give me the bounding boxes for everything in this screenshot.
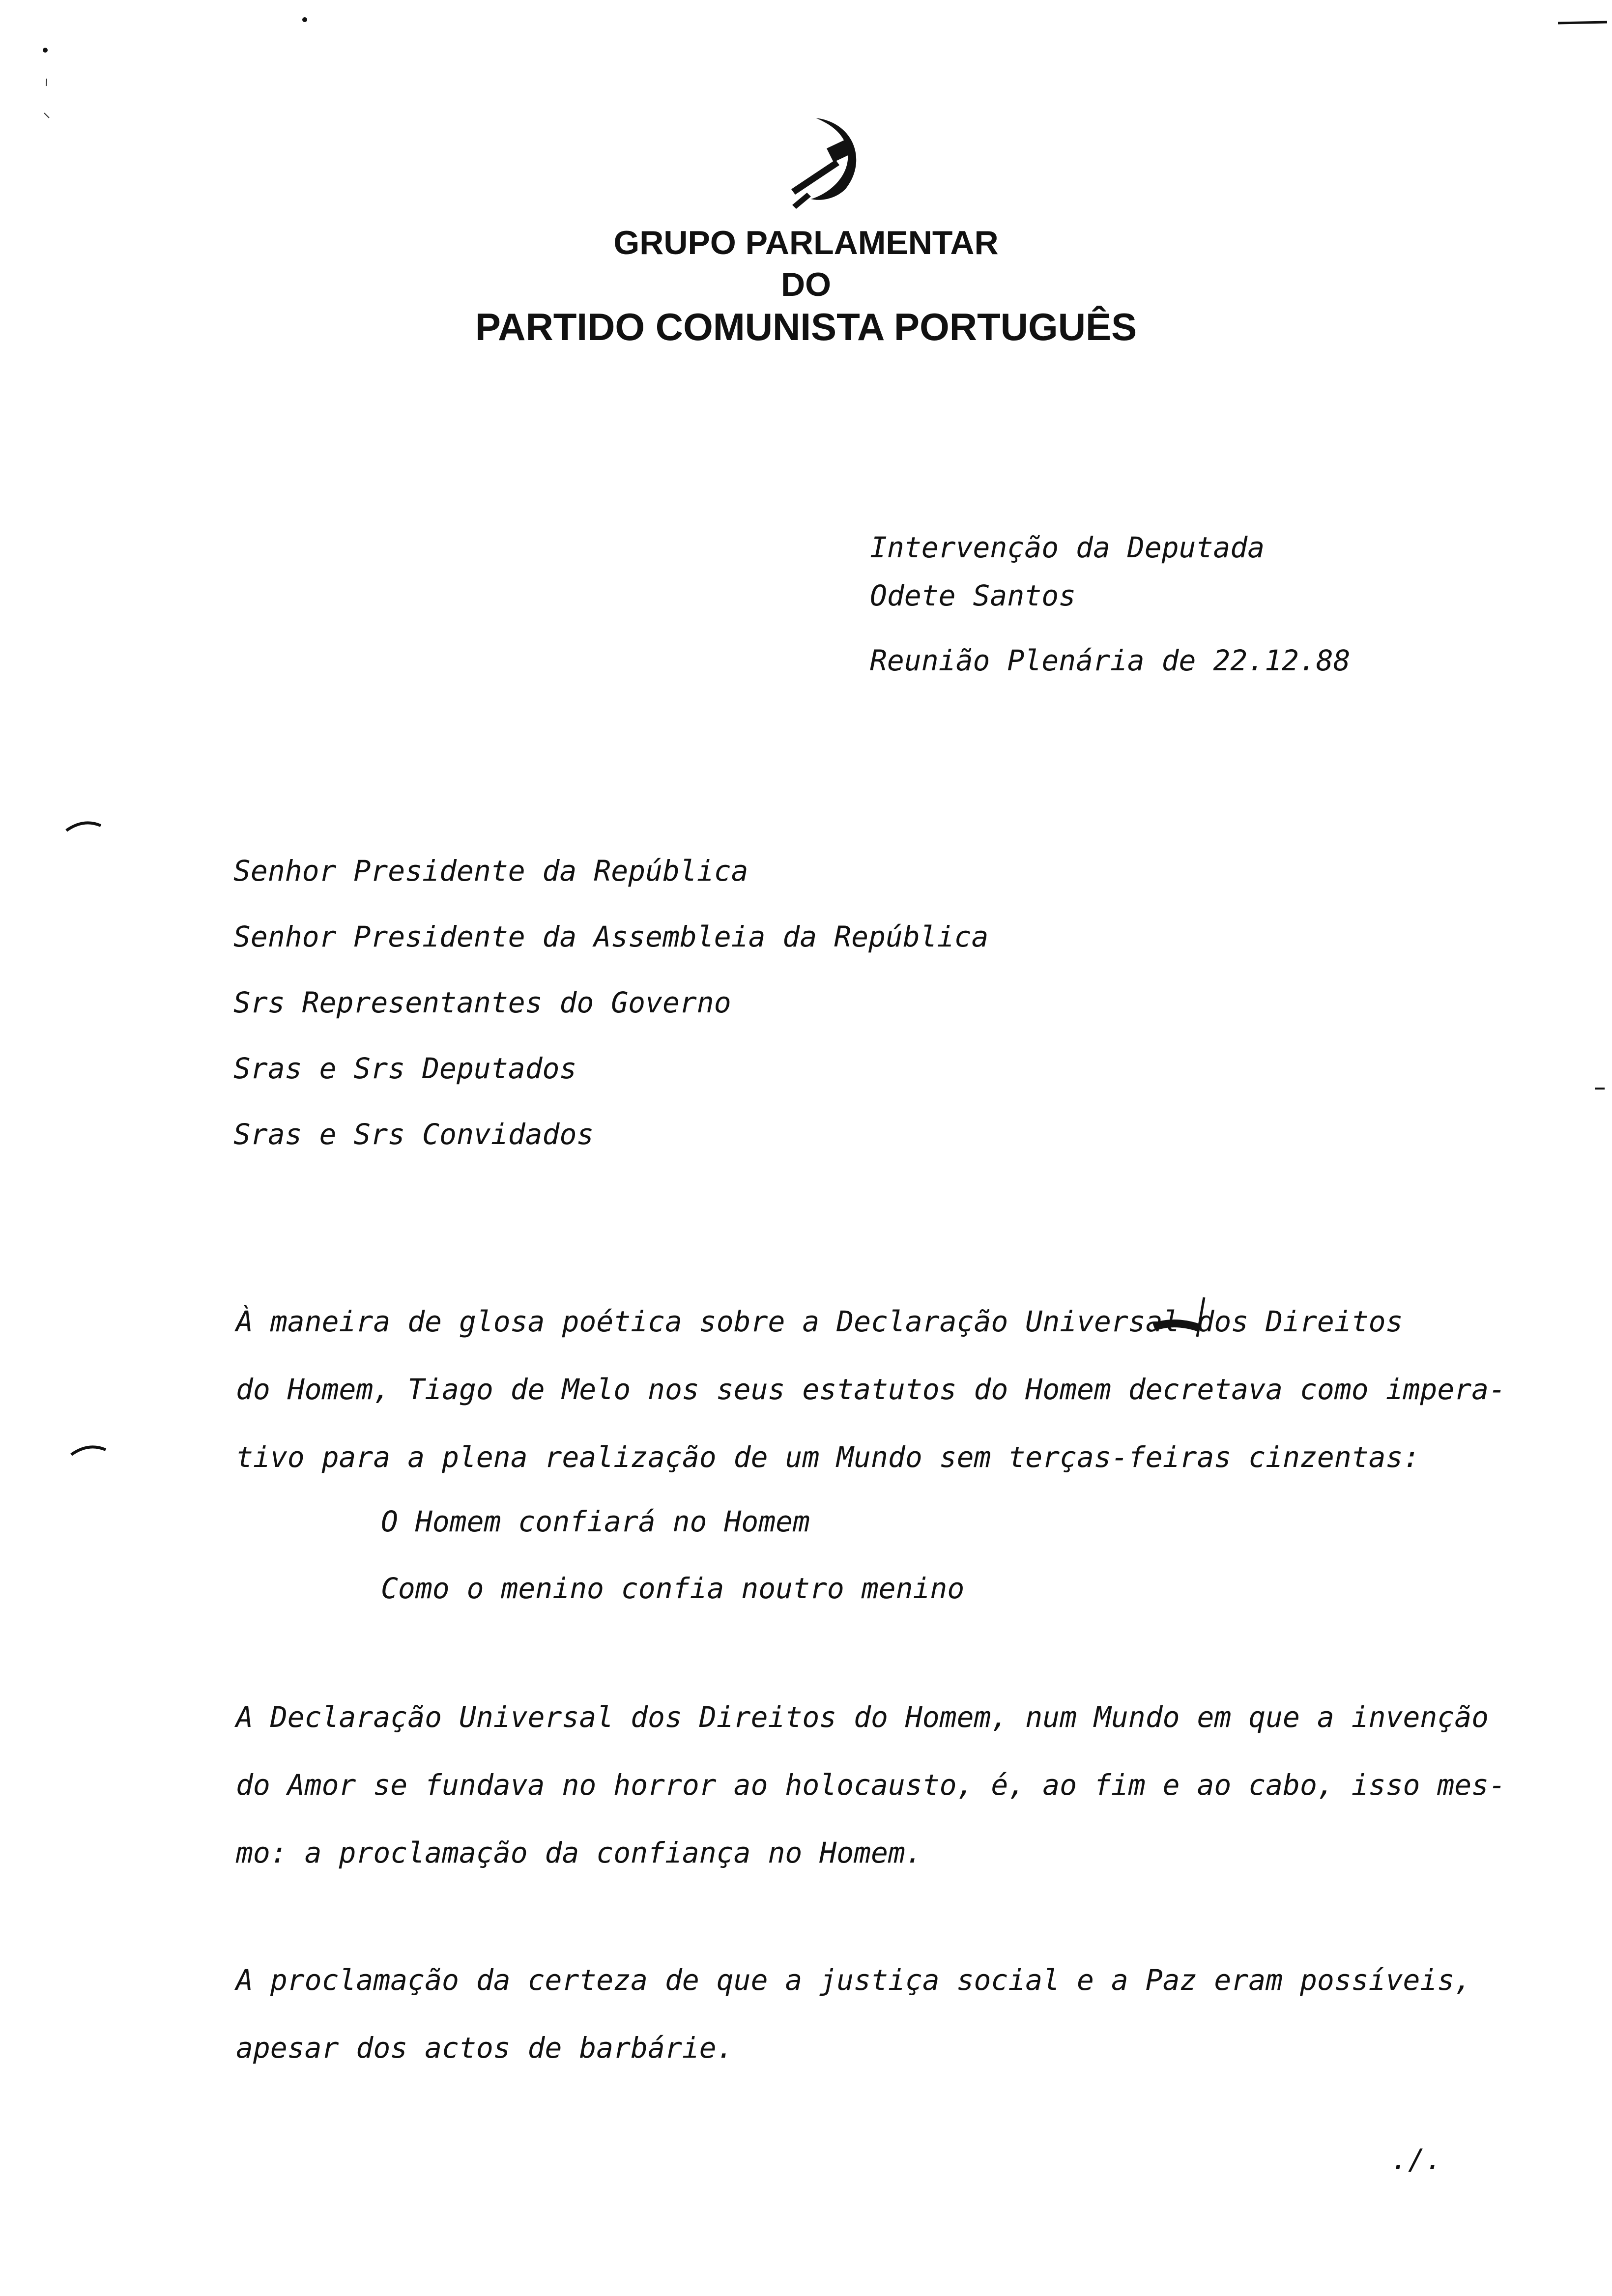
salutation-line: Srs Representantes do Governo (233, 986, 731, 1019)
salutation-line: Senhor Presidente da Assembleia da República (233, 920, 989, 953)
paragraph-line: A Declaração Universal dos Direitos do Homem, num Mundo em que a invenção (236, 1700, 1489, 1734)
header-line-3: PARTIDO COMUNISTA PORTUGUÊS (475, 305, 1137, 348)
meta-session-date: Reunião Plenária de 22.12.88 (870, 644, 1351, 677)
hammer-and-sickle-icon (781, 103, 875, 211)
salutation-line: Sras e Srs Convidados (233, 1118, 594, 1151)
paragraph-2 (236, 1683, 1506, 1887)
header-line-2: DO (781, 266, 831, 303)
margin-mark (1595, 1086, 1605, 1091)
continuation-mark: ./. (1391, 2143, 1442, 2176)
header-line-1: GRUPO PARLAMENTAR (613, 224, 999, 261)
margin-mark (300, 15, 310, 25)
verse-line: O Homem confiará no Homem (381, 1505, 810, 1538)
paragraph-line: À maneira de glosa poética sobre a Declaração Universal dos Direitos (236, 1305, 1403, 1338)
salutation-line: Sras e Srs Deputados (233, 1052, 577, 1085)
paragraph-1 (236, 1288, 1506, 1491)
handwritten-correction (1150, 1292, 1219, 1347)
paragraph-line: tivo para a plena realização de um Mundo sem terças-feiras cinzentas: (236, 1440, 1420, 1474)
verse-line: Como o menino confia noutro menino (381, 1572, 965, 1605)
paragraph-3 (236, 1946, 1472, 2082)
margin-mark (69, 1440, 108, 1460)
margin-mark (39, 44, 54, 123)
meta-speaker-name: Odete Santos (870, 579, 1076, 612)
paragraph-line: A proclamação da certeza de que a justiça social e a Paz eram possíveis, (236, 1963, 1472, 1997)
paragraph-line: mo: a proclamação da confiança no Homem. (236, 1836, 922, 1869)
paragraph-line: apesar dos actos de barbárie. (236, 2031, 734, 2065)
paragraph-line: do Amor se fundava no horror ao holocausto, é, ao fim e ao cabo, isso mes- (236, 1768, 1506, 1802)
paragraph-line: do Homem, Tiago de Melo nos seus estatutos do Homem decretava como impera- (236, 1373, 1506, 1406)
margin-mark (64, 816, 103, 835)
salutations (233, 838, 988, 1167)
verse (381, 1488, 964, 1622)
meta-speaker-role: Intervenção da Deputada (870, 531, 1265, 564)
salutation-line: Senhor Presidente da República (233, 854, 748, 888)
margin-mark (1558, 17, 1607, 27)
